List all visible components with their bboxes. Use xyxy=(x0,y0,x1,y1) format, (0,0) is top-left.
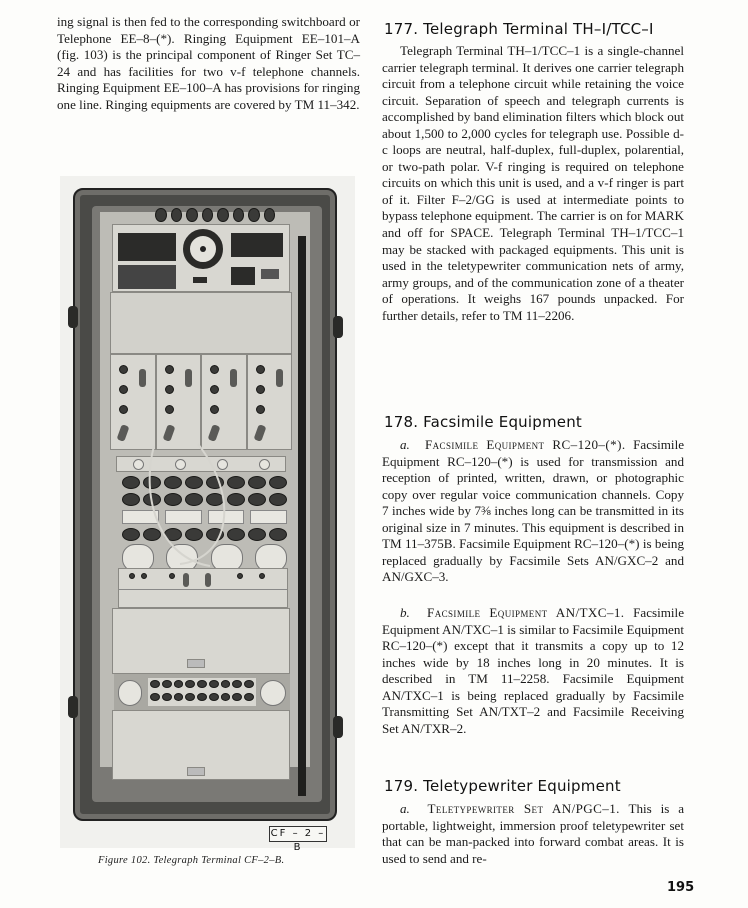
case-latch xyxy=(333,716,343,738)
channel-module xyxy=(247,354,293,450)
key-panel xyxy=(118,568,288,608)
case-latch xyxy=(333,316,343,338)
subsection-title: Facsimile Equipment AN/TXC–1. xyxy=(427,605,625,620)
figure-label-plate: CF – 2 – B xyxy=(270,828,326,853)
page-number: 195 xyxy=(667,880,695,895)
circuit-board xyxy=(118,233,176,261)
terminal-strip xyxy=(114,674,290,710)
section-177-paragraph: Telegraph Terminal TH–1/TCC–1 is a single-channel carrier telegraph terminal. It derives one carrier telegraph circuit from a telephone circuit while retaining the voice circuit. Separation of speech and telegraph currents is accomplished by band elimination filters which block out about 1,500 to 2,000 cycles for telegraph use. Possible d-c loops are neutral, half-duplex, full-duplex, polarential, or two-path polar. V-f ringing is required on telephone circuits on which this unit is used, and a v-f ringer is part of it. Filter F–2/GG is used at intermediate points to bypass telephone equipment. The carrier is on for MARK and off for SPACE. Telegraph Terminal TH–1/TCC–1 may be stacked with packaged equipments. This unit is used in the teletypewriter communication nets of army, army groups, and of the communication zone of a theater of operations. It weighs 167 pounds unpacked. For further details, refer to TM 11–2206. xyxy=(382,43,684,323)
toroid-coil xyxy=(183,229,223,269)
cover-plate xyxy=(110,292,292,354)
tube-row xyxy=(155,208,275,222)
cable-channel xyxy=(298,236,306,796)
subsection-title: Facsimile Equipment RC–120–(*). xyxy=(424,437,626,452)
terminal-block xyxy=(231,267,255,285)
section-178a-paragraph: a. Facsimile Equipment RC–120–(*). Facsimile Equipment RC–120–(*) is used for transmission and reception of printed, written, drawn, or photographic copy over regular voice communication channels. Copy 7 inches wide by 7⅜ inches long can be transmitted in its original size in 7 minutes. This equipment is described in TM 11–375B. Facsimile Equipment RC–120–(*) is being replaced gradually by Facsimile Sets AN/GXC–2 and AN/GXC–3. xyxy=(382,437,685,585)
section-heading-178: 178. Facsimile Equipment xyxy=(384,413,583,431)
section-178b-paragraph: b. Facsimile Equipment AN/TXC–1. Facsimile Equipment AN/TXC–1 is similar to Facsimile Equipment RC–120–(*) except that it transmits a copy up to 12 inches wide by 18 inches long in 20 minutes. It is described in TM 11–2258. Facsimile Equipment AN/TXC–1 is being replaced gradually by Facsimile Transmitting Set AN/TXT–2 and Facsimile Receiving Set AN/TXR–2. xyxy=(382,605,685,736)
pull-handle xyxy=(187,767,205,776)
power-module-upper xyxy=(112,608,290,674)
channel-module xyxy=(156,354,202,450)
section-heading-177: 177. Telegraph Terminal TH–I/TCC–I xyxy=(384,20,654,38)
continuation-paragraph: ing signal is then fed to the corresponding switchboard or Telephone EE–8–(*). Ringing Equipment EE–101–A (fig. 103) is the principal component of Ringer Set TC–24 and has facilities for two v-f telephone channels. Ringing Equipment EE–100–A has provisions for ringing one line. Ringing equipments are covered by TM 11–342. xyxy=(57,14,360,112)
subsection-letter: a. xyxy=(400,801,410,816)
patch-cord xyxy=(120,438,260,578)
figure-102-photo xyxy=(60,176,355,853)
relay-bank xyxy=(231,233,283,257)
connector xyxy=(193,277,207,283)
subsection-title: Teletypewriter Set AN/PGC–1. xyxy=(427,801,620,816)
terminal-block xyxy=(261,269,279,279)
channel-modules xyxy=(110,354,292,450)
figure-caption: Figure 102. Telegraph Terminal CF–2–B. xyxy=(98,855,285,866)
subsection-letter: b. xyxy=(400,605,410,620)
pull-handle xyxy=(187,659,205,668)
section-heading-179: 179. Teletypewriter Equipment xyxy=(384,777,621,795)
section-179a-paragraph: a. Teletypewriter Set AN/PGC–1. This is a portable, lightweight, immersion proof teletypewriter set that can be man-packed into forward combat areas. It is used to send and re- xyxy=(382,801,685,866)
channel-module xyxy=(201,354,247,450)
ringer-module xyxy=(112,224,290,292)
case-latch xyxy=(68,696,78,718)
case-latch xyxy=(68,306,78,328)
subsection-letter: a. xyxy=(400,437,410,452)
circuit-board xyxy=(118,265,176,289)
channel-module xyxy=(110,354,156,450)
power-module-lower xyxy=(112,710,290,780)
